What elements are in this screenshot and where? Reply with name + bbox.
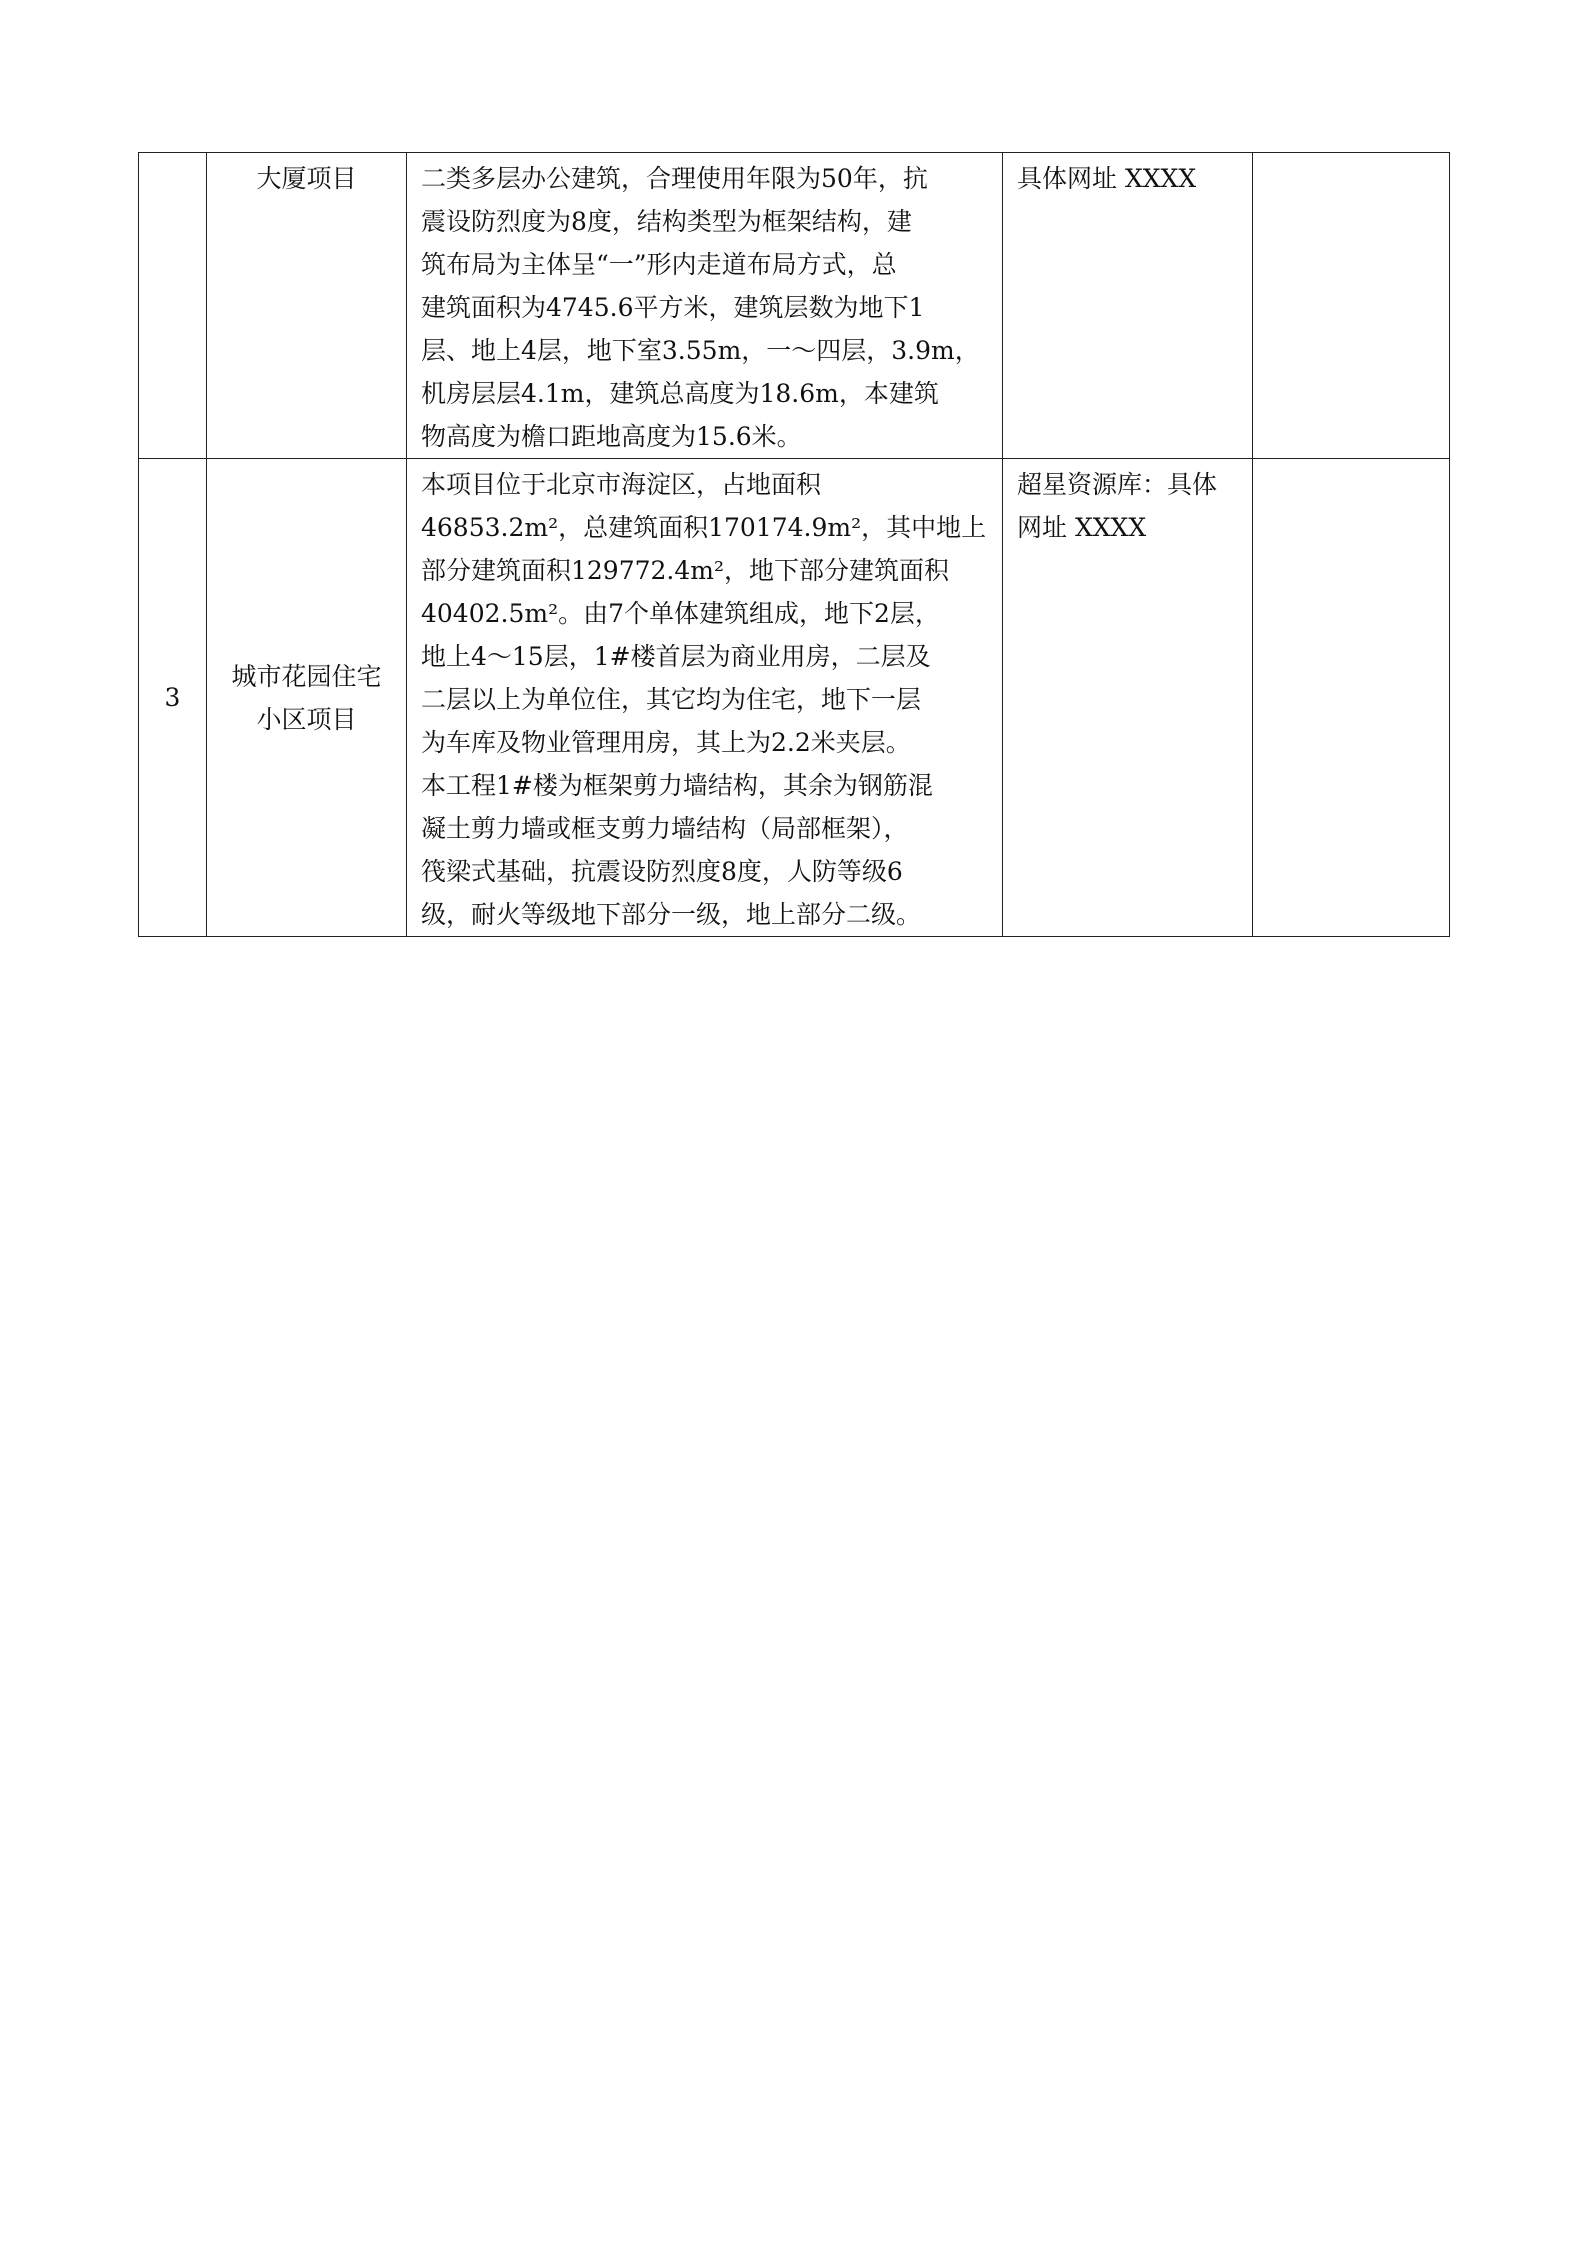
description-line: 筑布局为主体呈“一”形内走道布局方式，总 [421,250,897,279]
description-line: 本项目位于北京市海淀区，占地面积 [421,470,822,499]
project-name-cell: 城市花园住宅小区项目 [207,459,407,937]
description-line: 筏梁式基础，抗震设防烈度8度，人防等级6 [421,857,903,886]
description-line: 二层以上为单位住，其它均为住宅，地下一层 [421,685,922,714]
description-line: 为车库及物业管理用房，其上为2.2米夹层。 [421,728,911,757]
row-index-cell: 3 [139,459,207,937]
project-description-cell [407,459,1003,937]
description-line: 二类多层办公建筑，合理使用年限为50年，抗 [421,164,928,193]
resource-link-cell: 超星资源库：具体网址 XXXX [1003,459,1253,937]
project-name-cell: 大厦项目 [207,153,407,459]
row-index-cell [139,153,207,459]
description-line: 40402.5m²。由7个单体建筑组成，地下2层， [421,599,940,628]
description-line: 建筑面积为4745.6平方米，建筑层数为地下1 [421,293,925,322]
project-description-cell [407,153,1003,459]
table-row [139,153,1450,459]
description-line: 地上4～15层，1#楼首层为商业用房，二层及 [421,642,931,671]
description-line: 凝土剪力墙或框支剪力墙结构（局部框架）， [421,814,909,843]
description-line: 级，耐火等级地下部分一级，地上部分二级。 [421,900,922,929]
table-row [139,459,1450,937]
description-line: 部分建筑面积129772.4m²，地下部分建筑面积 [421,556,950,585]
remark-cell [1253,459,1450,937]
description-line: 机房层层4.1m，建筑总高度为18.6m，本建筑 [421,379,939,408]
project-table [138,152,1450,937]
description-line: 层、地上4层，地下室3.55m，一～四层，3.9m， [421,336,980,365]
resource-link-cell: 具体网址 XXXX [1003,153,1253,459]
description-line: 本工程1#楼为框架剪力墙结构，其余为钢筋混 [421,771,933,800]
description-line: 46853.2m²，总建筑面积170174.9m²，其中地上 [421,513,987,542]
description-line: 震设防烈度为8度，结构类型为框架结构，建 [421,207,912,236]
description-line: 物高度为檐口距地高度为15.6米。 [421,422,802,451]
remark-cell [1253,153,1450,459]
